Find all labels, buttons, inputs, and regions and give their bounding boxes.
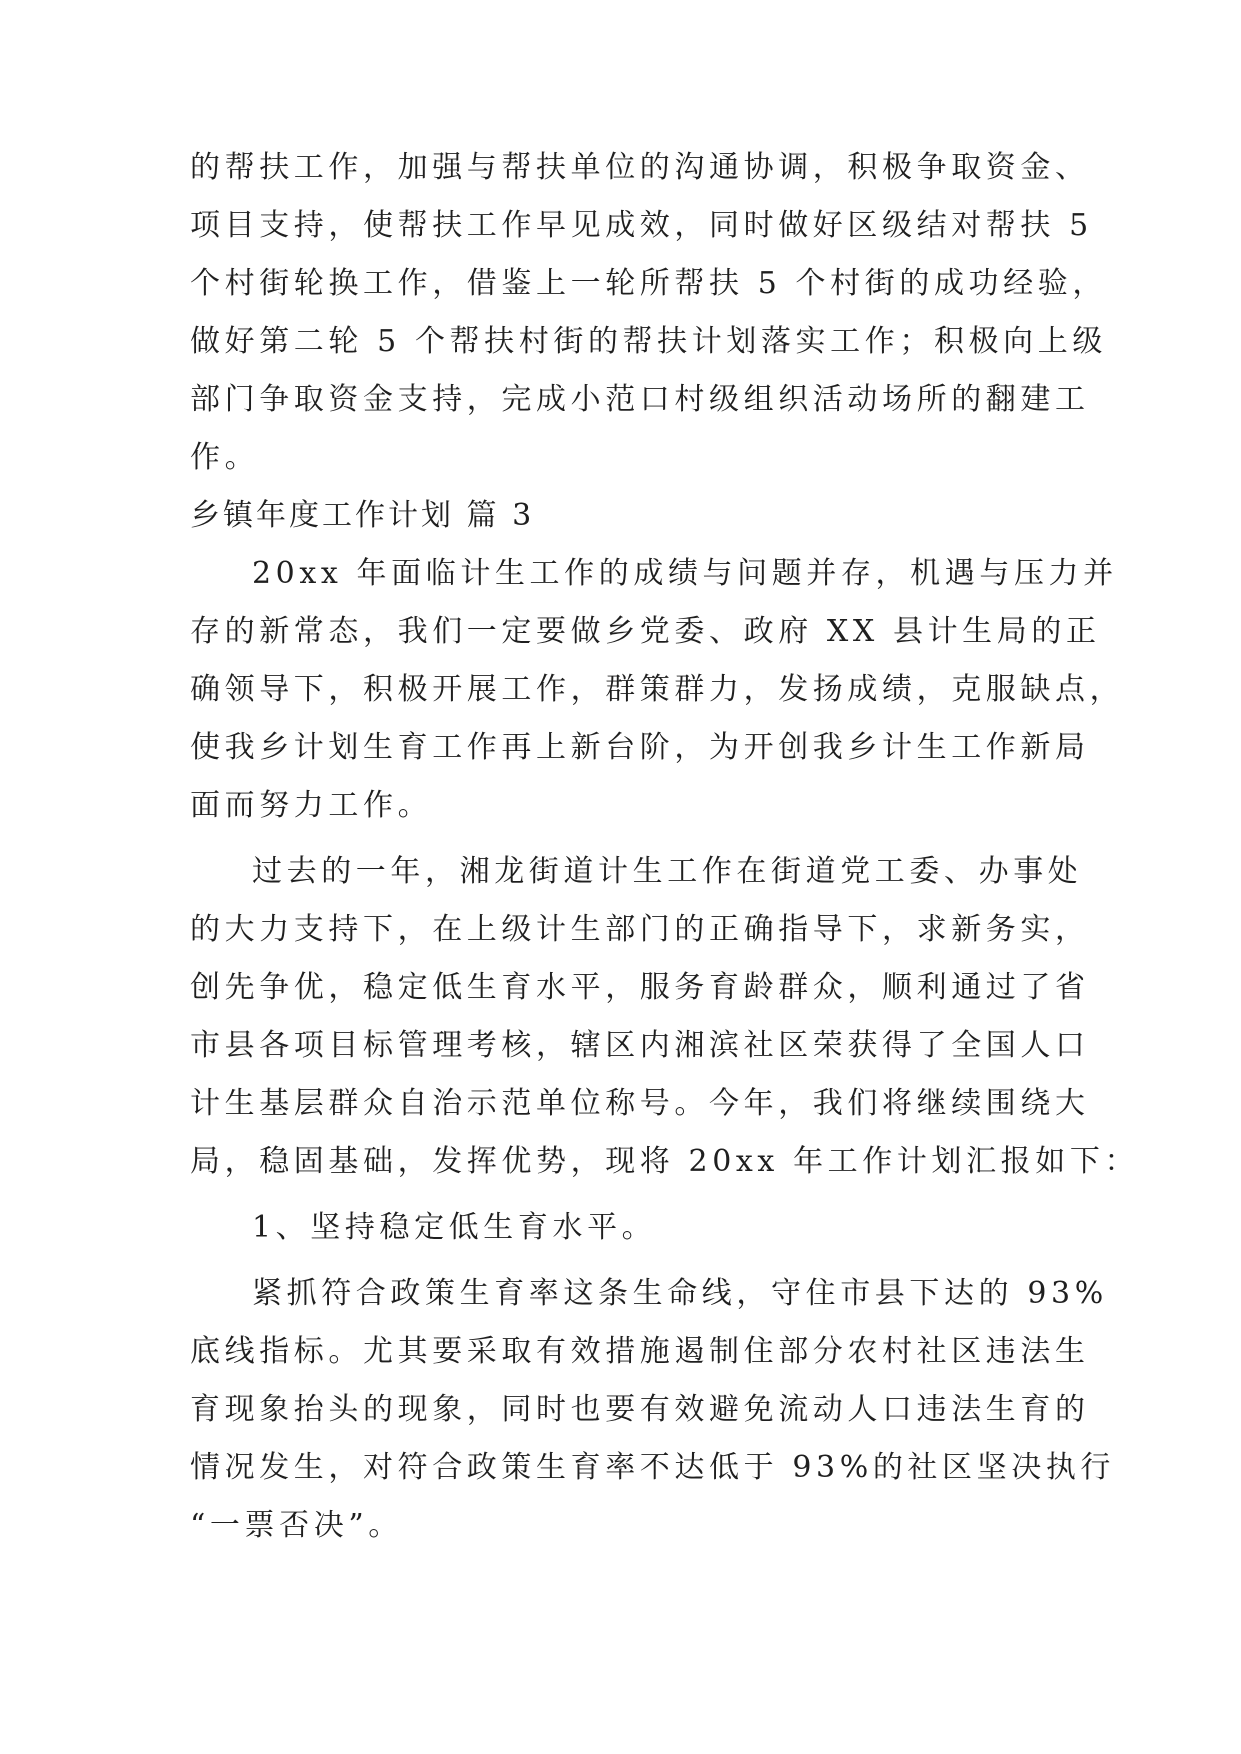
- text-line: 确领导下，积极开展工作，群策群力，发扬成绩，克服缺点，: [190, 672, 1125, 707]
- text-line: 做好第二轮 5 个帮扶村街的帮扶计划落实工作；积极向上级: [190, 324, 1107, 359]
- paragraph-first-line: 紧抓符合政策生育率这条生命线，守住市县下达的 93%: [252, 1276, 1108, 1311]
- text-line: 作。: [190, 440, 260, 475]
- text-line: 创先争优，稳定低生育水平，服务育龄群众，顺利通过了省: [190, 970, 1090, 1005]
- text-line: 存的新常态，我们一定要做乡党委、政府 XX 县计生局的正: [190, 614, 1101, 649]
- text-line: 项目支持，使帮扶工作早见成效，同时做好区级结对帮扶 5: [190, 208, 1093, 243]
- text-line: 面而努力工作。: [190, 788, 433, 823]
- text-line: “一票否决”。: [190, 1508, 403, 1543]
- section-heading: 乡镇年度工作计划 篇 3: [190, 498, 535, 533]
- text-line: 的大力支持下，在上级计生部门的正确指导下，求新务实，: [190, 912, 1090, 947]
- paragraph-first-line: 过去的一年，湘龙街道计生工作在街道党工委、办事处: [252, 854, 1083, 889]
- text-line: 部门争取资金支持，完成小范口村级组织活动场所的翻建工: [190, 382, 1090, 417]
- text-line: 计生基层群众自治示范单位称号。今年，我们将继续围绕大: [190, 1086, 1090, 1121]
- text-line: 个村街轮换工作，借鉴上一轮所帮扶 5 个村街的成功经验，: [190, 266, 1107, 301]
- text-line: 育现象抬头的现象，同时也要有效避免流动人口违法生育的: [190, 1392, 1090, 1427]
- text-line: 市县各项目标管理考核，辖区内湘滨社区荣获得了全国人口: [190, 1028, 1090, 1063]
- paragraph-first-line: 20xx 年面临计生工作的成绩与问题并存，机遇与压力并: [252, 556, 1118, 591]
- text-line: 局，稳固基础，发挥优势，现将 20xx 年工作计划汇报如下：: [190, 1144, 1140, 1179]
- text-line: 的帮扶工作，加强与帮扶单位的沟通协调，积极争取资金、: [190, 150, 1090, 185]
- text-line: 情况发生，对符合政策生育率不达低于 93%的社区坚决执行: [190, 1450, 1116, 1485]
- text-line: 底线指标。尤其要采取有效措施遏制住部分农村社区违法生: [190, 1334, 1090, 1369]
- list-item-heading: 1、坚持稳定低生育水平。: [252, 1210, 657, 1245]
- text-line: 使我乡计划生育工作再上新台阶，为开创我乡计生工作新局: [190, 730, 1090, 765]
